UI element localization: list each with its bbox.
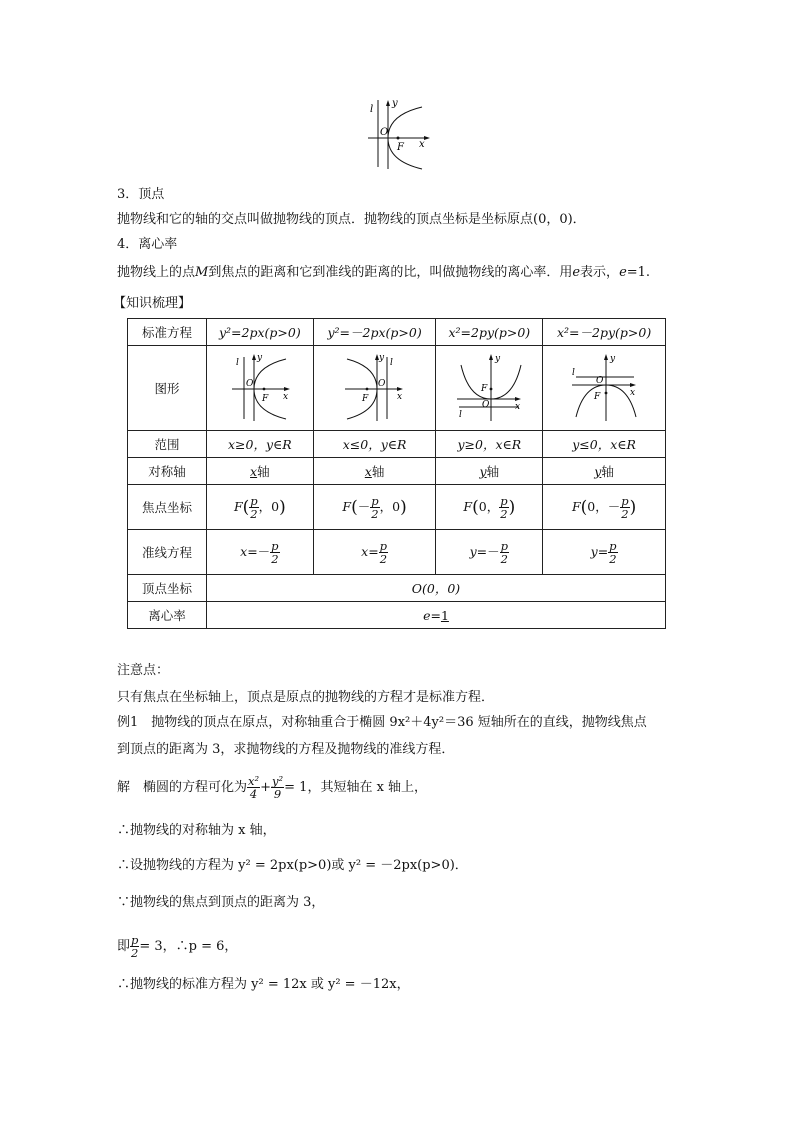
svg-text:F: F xyxy=(261,393,269,404)
fig-label-l: l xyxy=(370,104,374,115)
table-row xyxy=(128,575,666,602)
table-cell: O(0，0) xyxy=(207,575,666,602)
example-line-2: 到顶点的距离为 3，求抛物线的方程及抛物线的准线方程． xyxy=(117,742,455,757)
knowledge-title: 【知识梳理】 xyxy=(113,296,192,311)
table-row xyxy=(128,319,666,346)
table-cell: 图形 xyxy=(128,346,207,431)
solution-line-1: 解 椭圆的方程可化为 $\frac{\text{x²}}{4}$ + $\frac{\text{y²}}{9}$ = 1，其短轴在 x 轴上， xyxy=(117,774,428,801)
section-3-text: 抛物线和它的轴的交点叫做抛物线的顶点．抛物线的顶点坐标是坐标原点(0，0)． xyxy=(117,212,586,227)
table-cell: y²=2px(p>0) xyxy=(207,319,314,346)
svg-text:F: F xyxy=(361,393,368,404)
table-cell: y轴 xyxy=(543,458,666,485)
table-cell: y≤0，x∈R xyxy=(543,431,666,458)
table-row xyxy=(128,530,666,575)
svg-text:O: O xyxy=(377,378,385,389)
table-cell xyxy=(436,346,543,431)
svg-text:l: l xyxy=(572,367,575,378)
table-cell xyxy=(207,346,314,431)
graph-left-opening xyxy=(343,351,407,423)
knowledge-table xyxy=(127,318,666,629)
svg-text:F: F xyxy=(594,391,601,402)
solution-line-6: ∴抛物线的标准方程为 y² = 12x 或 y² = －12x， xyxy=(117,977,410,992)
table-cell xyxy=(543,346,666,431)
graph-right-opening xyxy=(228,351,292,423)
table-cell: y轴 xyxy=(436,458,543,485)
table-cell: F(－ $\frac{p}{2}$ ，0) xyxy=(313,485,436,530)
solution-line-5: 即 $\frac{p}{2}$ = 3，∴p = 6， xyxy=(117,933,238,960)
fig-label-x: x xyxy=(419,139,425,150)
fig-label-f: F xyxy=(397,142,404,153)
table-cell: F( $\frac{p}{2}$ ，0) xyxy=(207,485,314,530)
svg-text:l: l xyxy=(235,357,239,368)
table-cell: 范围 xyxy=(128,431,207,458)
svg-text:O: O xyxy=(245,378,254,389)
table-cell: y²=－2px(p>0) xyxy=(313,319,436,346)
section-4-title: 4．离心率 xyxy=(117,237,178,252)
table-cell: x≤0，y∈R xyxy=(313,431,436,458)
table-cell: x²=2py(p>0) xyxy=(436,319,543,346)
table-cell: 顶点坐标 xyxy=(128,575,207,602)
solution-line-2: ∴抛物线的对称轴为 x 轴， xyxy=(117,823,276,838)
table-row xyxy=(128,431,666,458)
svg-text:O: O xyxy=(596,375,604,386)
graph-up-opening xyxy=(453,351,525,423)
svg-text:F: F xyxy=(481,383,488,394)
table-cell: x=－ $\frac{p}{2}$ xyxy=(207,530,314,575)
example-line-1: 例1 抛物线的顶点在原点，对称轴重合于椭圆 9x²＋4y²＝36 短轴所在的直线，抛物线焦点 xyxy=(117,715,647,730)
table-cell: F(0，－ $\frac{p}{2}$ ) xyxy=(543,485,666,530)
table-cell: x轴 xyxy=(207,458,314,485)
table-cell: x轴 xyxy=(313,458,436,485)
solution-line-4: ∵抛物线的焦点到顶点的距离为 3， xyxy=(117,895,325,910)
solution-line-3: ∴设抛物线的方程为 y² = 2px(p>0)或 y² = －2px(p>0)． xyxy=(117,858,468,873)
svg-text:l: l xyxy=(459,409,463,420)
table-cell: y=－ $\frac{p}{2}$ xyxy=(436,530,543,575)
svg-text:x: x xyxy=(282,391,288,402)
svg-text:O: O xyxy=(482,399,490,410)
note-title: 注意点： xyxy=(117,663,170,678)
svg-text:y: y xyxy=(378,352,384,363)
section-3-title: 3．顶点 xyxy=(117,187,165,202)
svg-text:y: y xyxy=(256,352,262,363)
table-cell: x= $\frac{p}{2}$ xyxy=(313,530,436,575)
table-cell: 焦点坐标 xyxy=(128,485,207,530)
table-cell xyxy=(313,346,436,431)
svg-text:l: l xyxy=(389,357,393,368)
table-cell: y≥0，x∈R xyxy=(436,431,543,458)
table-row xyxy=(128,346,666,431)
graph-down-opening xyxy=(568,351,640,423)
section-4-text: 抛物线上的点M到焦点的距离和它到准线的距离的比，叫做抛物线的离心率．用e表示，e=1. xyxy=(117,265,651,280)
table-cell: 准线方程 xyxy=(128,530,207,575)
svg-text:x: x xyxy=(515,401,521,412)
table-row xyxy=(128,458,666,485)
table-cell: 对称轴 xyxy=(128,458,207,485)
table-cell: x²=－2py(p>0) xyxy=(543,319,666,346)
fig-label-y: y xyxy=(392,98,398,109)
table-row xyxy=(128,485,666,530)
table-cell: 离心率 xyxy=(128,602,207,629)
svg-text:y: y xyxy=(610,353,616,364)
table-cell: F(0， $\frac{p}{2}$ ) xyxy=(436,485,543,530)
svg-text:x: x xyxy=(396,391,402,402)
table-cell: y= $\frac{p}{2}$ xyxy=(543,530,666,575)
table-cell: 标准方程 xyxy=(128,319,207,346)
svg-text:y: y xyxy=(495,353,501,364)
svg-text:x: x xyxy=(630,387,636,398)
table-cell: x≥0，y∈R xyxy=(207,431,314,458)
parabola-figure-top xyxy=(360,95,430,175)
note-text: 只有焦点在坐标轴上，顶点是原点的抛物线的方程才是标准方程． xyxy=(117,690,495,705)
table-row xyxy=(128,602,666,629)
table-cell: e=1 xyxy=(207,602,666,629)
fig-label-o: O xyxy=(380,127,389,138)
